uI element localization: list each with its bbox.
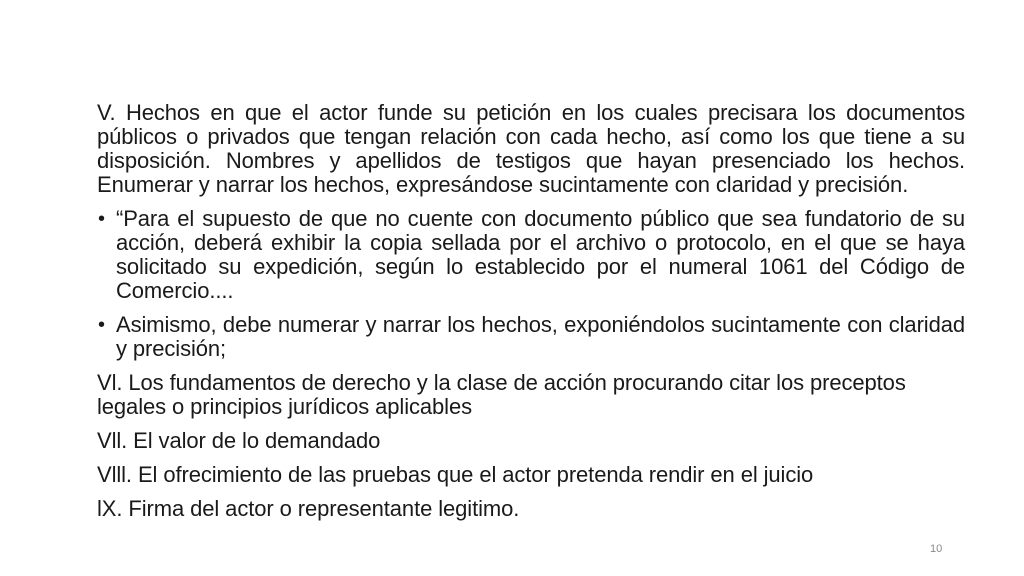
paragraph-hechos: V. Hechos en que el actor funde su petición en los cuales precisara los documentos públicos o privados que tengan relación con cada hecho, así como los que tiene a su disposición. Nombres y apellidos de testigos que hayan presenciado los hechos. Enumerar y narrar los hechos, expresándose sucintamente con claridad y precisión.	[97, 100, 965, 197]
paragraph-valor: Vll. El valor de lo demandado	[97, 428, 381, 453]
paragraph-pruebas: Vlll. El ofrecimiento de las pruebas que el actor pretenda rendir en el juicio	[97, 462, 814, 487]
paragraph-fundamentos: Vl. Los fundamentos de derecho y la clase de acción procurando citar los preceptos legales o principios jurídicos aplicables	[97, 370, 906, 419]
bullet-numerar-hechos: • Asimismo, debe numerar y narrar los hechos, exponiéndolos sucintamente con claridad y precisión;	[97, 313, 965, 361]
slide-body	[97, 101, 965, 521]
paragraph-firma: lX. Firma del actor o representante legitimo.	[97, 496, 520, 521]
page-number: 10	[930, 543, 943, 555]
bullet-documento-publico: • “Para el supuesto de que no cuente con documento público que sea fundatorio de su acción, deberá exhibir la copia sellada por el archivo o protocolo, en el que se haya solicitado su expedición, según lo establecido por el numeral 1061 del Código de Comercio....	[97, 207, 965, 303]
